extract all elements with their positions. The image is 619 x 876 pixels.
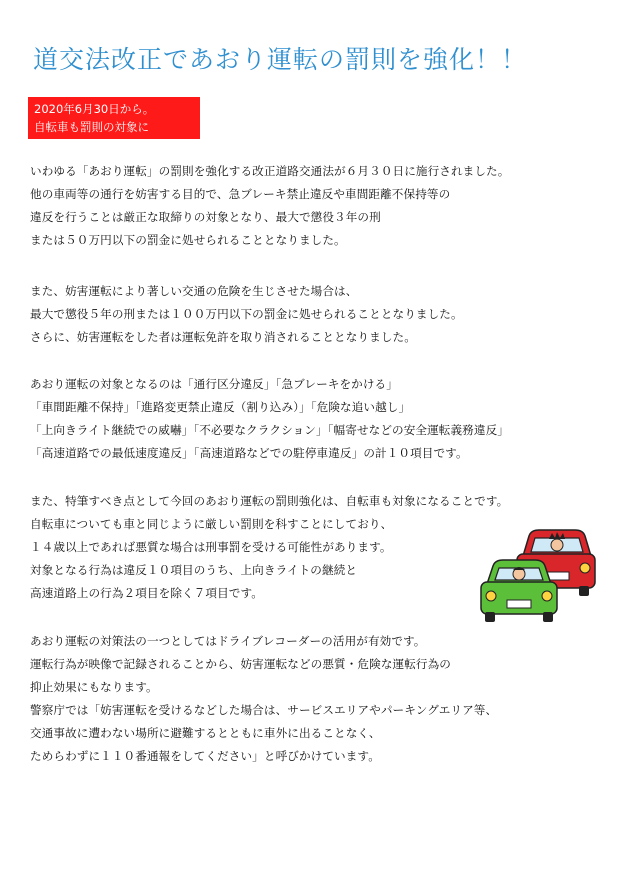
text-line: ためらわずに１１０番通報をしてください」と呼びかけています。 [30, 749, 380, 763]
date-badge [28, 97, 200, 139]
page-title: 道交法改正であおり運転の罰則を強化！！ [33, 45, 528, 74]
paragraph-dashcam [30, 630, 590, 768]
text-line: 最大で懲役５年の刑または１００万円以下の罰金に処せられることとなりました。 [30, 307, 463, 321]
text-line: 「車間距離不保持」「進路変更禁止違反（割り込み）」「危険な追い越し」 [30, 400, 411, 414]
text-line: あおり運転の対策法の一つとしてはドライブレコーダーの活用が有効です。 [30, 634, 426, 648]
badge-line-date: 2020年6月30日から。 [34, 102, 155, 116]
text-line: さらに、妨害運転をした者は運転免許を取り消されることとなりました。 [30, 330, 416, 344]
text-line: 「高速道路での最低速度違反」「高速道路などでの駐停車違反」の計１０項目です。 [30, 446, 468, 460]
road-rage-cars-illustration [477, 522, 597, 627]
badge-line-bicycle: 自転車も罰則の対象に [34, 120, 149, 134]
text-line: 運転行為が映像で記録されることから、妨害運転などの悪質・危険な運転行為の [30, 657, 451, 671]
text-line: 対象となる行為は違反１０項目のうち、上向きライトの継続と [30, 563, 358, 577]
text-line: 交通事故に遭わない場所に避難するとともに車外に出ることなく、 [30, 726, 381, 740]
text-line: 高速道路上の行為２項目を除く７項目です。 [30, 586, 263, 600]
text-line: 警察庁では「妨害運転を受けるなどした場合は、サービスエリアやパーキングエリア等、 [30, 703, 498, 717]
text-line: または５０万円以下の罰金に処せられることとなりました。 [30, 233, 346, 247]
text-line: いわゆる「あおり運転」の罰則を強化する改正道路交通法が６月３０日に施行されました。 [30, 164, 510, 178]
paragraph-penalty [30, 280, 590, 349]
text-line: あおり運転の対象となるのは「通行区分違反」「急ブレーキをかける」 [30, 377, 398, 391]
paragraph-violations [30, 373, 590, 465]
text-line: 自転車についても車と同じように厳しい罰則を科すことにしており、 [30, 517, 393, 531]
text-line: また、特筆すべき点として今回のあおり運転の罰則強化は、自転車も対象になることです。 [30, 494, 509, 508]
paragraph-intro [30, 160, 590, 252]
text-line: また、妨害運転により著しい交通の危険を生じさせた場合は、 [30, 284, 358, 298]
text-line: 「上向きライト継続での威嚇」「不必要なクラクション」「幅寄せなどの安全運転義務違反」 [30, 423, 509, 437]
text-line: １４歳以上であれば悪質な場合は刑事罰を受ける可能性があります。 [30, 540, 392, 554]
green-car-icon [481, 560, 557, 622]
text-line: 抑止効果にもなります。 [30, 680, 158, 694]
text-line: 違反を行うことは厳正な取締りの対象となり、最大で懲役３年の刑 [30, 210, 381, 224]
text-line: 他の車両等の通行を妨害する目的で、急ブレーキ禁止違反や車間距離不保持等の [30, 187, 451, 201]
